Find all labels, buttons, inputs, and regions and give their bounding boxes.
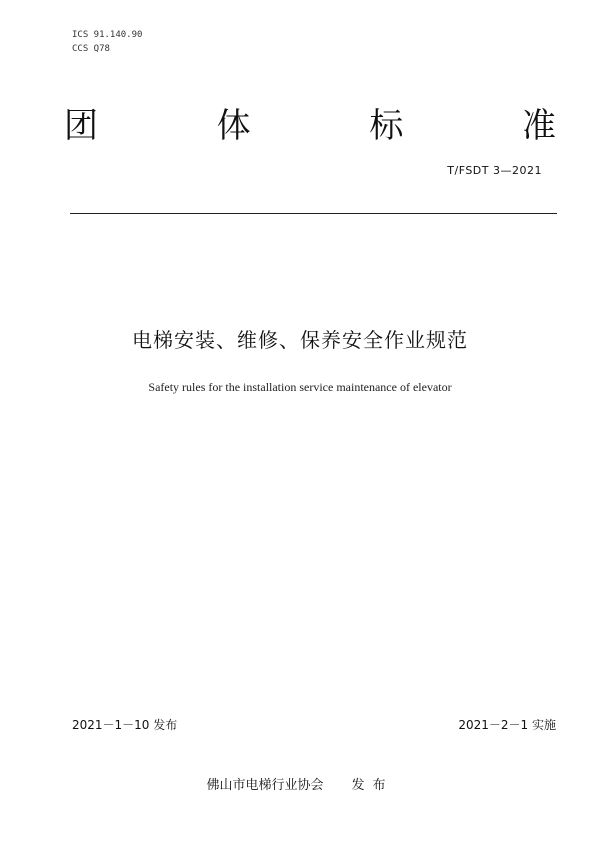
publisher-line (0, 777, 600, 795)
title-char: 团 (64, 106, 98, 146)
title-char: 准 (521, 106, 556, 146)
document-title-chinese: 电梯安装、维修、保养安全作业规范 (132, 328, 468, 352)
document-title-english: Safety rules for the installation service maintenance of elevator (148, 380, 452, 394)
title-char: 体 (216, 106, 251, 146)
standard-type-title (64, 104, 556, 148)
title-char: 标 (369, 106, 404, 146)
classification-codes (72, 28, 142, 56)
effective-date: 2021－2－1 实施 (458, 718, 556, 732)
header-divider (70, 213, 557, 214)
publish-label: 发布 (351, 778, 394, 793)
publisher-name: 佛山市电梯行业协会 (206, 778, 324, 793)
ics-code: ICS 91.140.90 (72, 30, 143, 40)
standard-number: T/FSDT 3—2021 (447, 164, 542, 177)
issue-date: 2021－1－10 发布 (72, 718, 178, 732)
ccs-code: CCS Q78 (72, 44, 110, 54)
